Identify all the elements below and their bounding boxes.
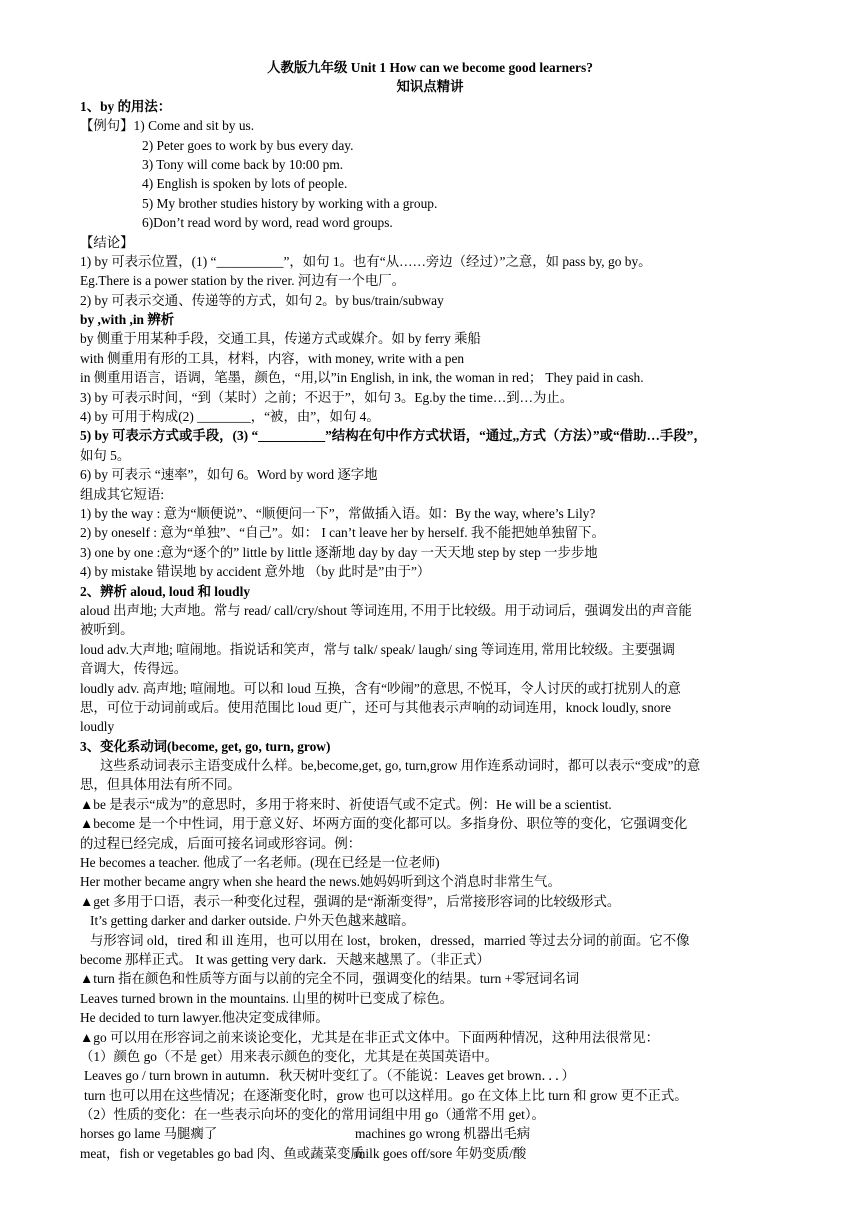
body-line: 如句 5。 [80,447,131,463]
body-line: with 侧重用有形的工具，材料，内容，with money, write with a pen [80,350,465,366]
body-line: ▲get 多用于口语，表示一种变化过程，强调的是“渐渐变得”，后常接形容词的比较级形式。 [80,893,621,909]
body-line: （2）性质的变化：在一些表示向坏的变化的常用词组中用 go（通常不用 get）。 [80,1107,545,1123]
body-line: He becomes a teacher. 他成了一名老师。(现在已经是一位老师) [80,855,440,871]
document-subtitle: 知识点精讲 [396,79,464,95]
body-line: 思，但具体用法有所不同。 [80,777,241,793]
example-line: 2) Peter goes to work by bus every day. [142,137,354,153]
document-page [80,58,780,1163]
body-line: 这些系动词表示主语变成什么样。be,become,get, go, turn,grow 用作连系动词时，都可以表示“变成”的意 [100,758,701,774]
body-line: 被听到。 [80,622,134,638]
body-line: 3) one by one :意为“逐个的” little by little 逐渐地 day by day 一天天地 step by step 一步步地 [80,544,598,560]
phrase-pair-row [80,1144,780,1163]
body-line: 的过程已经完成，后面可接名词或形容词。例： [80,835,362,851]
conclusion-label: 【结论】 [80,234,134,250]
example-line: 5) My brother studies history by working with a group. [142,195,438,211]
body-line: 3) by 可表示时间，“到（某时）之前；不迟于”，如句 3。Eg.by the time…到…为止。 [80,389,574,405]
body-line: Leaves turned brown in the mountains. 山里的树叶已变成了棕色。 [80,990,454,1006]
body-line: 2) by 可表示交通、传递等的方式，如句 2。by bus/train/subway [80,292,444,308]
body-line: It’s getting darker and darker outside. 户外天色越来越暗。 [90,913,415,929]
body-line: loudly adv. 高声地; 喧闹地。可以和 loud 互换，含有“吵闹”的意思, 不悦耳，令人讨厌的或打扰别人的意 [80,680,681,696]
bold-line: 5) by 可表示方式或手段，(3) “__________”结构在句中作方式状语，“通过,,方式（方法）”或“借助…手段”， [80,428,707,444]
body-line: Her mother became angry when she heard the news.她妈妈听到这个消息时非常生气。 [80,874,561,890]
body-line: loudly [80,719,115,735]
body-line: ▲be 是表示“成为”的意思时，多用于将来时、祈使语气或不定式。例：He will be a scientist. [80,796,612,812]
body-line: 4) by 可用于构成(2) ________，“被，由”，如句 4。 [80,409,380,425]
body-line: Leaves go / turn brown in autumn．秋天树叶变红了。（不能说：Leaves get brown．．．） [84,1068,575,1084]
phrase-pair-row [80,1124,780,1143]
body-line: 思，可位于动词前或后。使用范围比 loud 更广，还可与其他表示声响的动词连用，knock loudly, snore [80,699,671,715]
section-heading-1: 1、by 的用法： [80,98,172,114]
body-line: 组成其它短语: [80,486,165,502]
body-line: 1) by 可表示位置，(1) “__________”，如句 1。也有“从……旁边（经过）”之意，如 pass by, go by。 [80,253,652,269]
section-heading-3: 3、变化系动词(become, get, go, turn, grow) [80,738,331,754]
body-line: 1) by the way : 意为“顺便说”、“顺便问一下”，常做插入语。如：By the way, where’s Lily? [80,505,596,521]
body-line: ▲become 是一个中性词，用于意义好、坏两方面的变化都可以。多指身份、职位等的变化，它强调变化 [80,816,688,832]
example-line: 【例句】1) Come and sit by us. [80,118,255,134]
document-title: 人教版九年级 Unit 1 How can we become good learners? [267,60,593,75]
phrase-left: horses go lame 马腿瘸了 [80,1126,218,1142]
example-line: 3) Tony will come back by 10:00 pm. [142,156,344,172]
body-line: 4) by mistake 错误地 by accident 意外地 （by 此时是”由于”） [80,564,431,580]
body-line: Eg.There is a power station by the river. 河边有一个电厂。 [80,273,406,289]
phrase-right: milk goes off/sore 年奶变质/酸 [355,1145,527,1161]
example-line: 4) English is spoken by lots of people. [142,176,348,192]
example-line: 6)Don’t read word by word, read word groups. [142,215,393,231]
body-line: 与形容词 old，tired 和 ill 连用，也可以用在 lost，broken，dressed，married 等过去分词的前面。它不像 [90,932,690,948]
subheading: by ,with ,in 辨析 [80,312,175,328]
body-line: ▲turn 指在颜色和性质等方面与以前的完全不同，强调变化的结果。turn +零冠词名词 [80,971,580,987]
body-line: become 那样正式。 It was getting very dark．天越来越黑了。（非正式） [80,951,490,967]
body-line: 6) by 可表示 “速率”，如句 6。Word by word 逐字地 [80,467,378,483]
body-line: （1）颜色 go（不是 get）用来表示颜色的变化，尤其是在英国英语中。 [80,1048,499,1064]
body-line: aloud 出声地; 大声地。常与 read/ call/cry/shout 等词连用, 不用于比较级。用于动词后，强调发出的声音能 [80,602,692,618]
phrase-left: meat，fish or vegetables go bad 肉、鱼或蔬菜变质 [80,1145,364,1161]
body-line: 2) by oneself : 意为“单独”、“自己”。如： I can’t leave her by herself. 我不能把她单独留下。 [80,525,605,541]
body-line: by 侧重于用某种手段，交通工具，传递方式或媒介。如 by ferry 乘船 [80,331,481,347]
body-line: 音调大，传得远。 [80,661,188,677]
body-line: He decided to turn lawyer.他决定变成律师。 [80,1010,329,1026]
section-heading-2: 2、辨析 aloud, loud 和 loudly [80,583,251,599]
body-line: turn 也可以用在这些情况；在逐渐变化时，grow 也可以这样用。go 在文体上比 turn 和 grow 更不正式。 [84,1087,688,1103]
body-line: ▲go 可以用在形容词之前来谈论变化，尤其是在非正式文体中。下面两种情况，这种用法很常见： [80,1029,660,1045]
body-line: loud adv.大声地; 喧闹地。指说话和笑声，常与 talk/ speak/ laugh/ sing 等词连用, 常用比较级。主要强调 [80,641,675,657]
body-line: in 侧重用语言，语调，笔墨，颜色，“用,以”in English, in ink, the woman in red； They paid in cash. [80,370,644,386]
phrase-right: machines go wrong 机器出毛病 [355,1126,531,1142]
